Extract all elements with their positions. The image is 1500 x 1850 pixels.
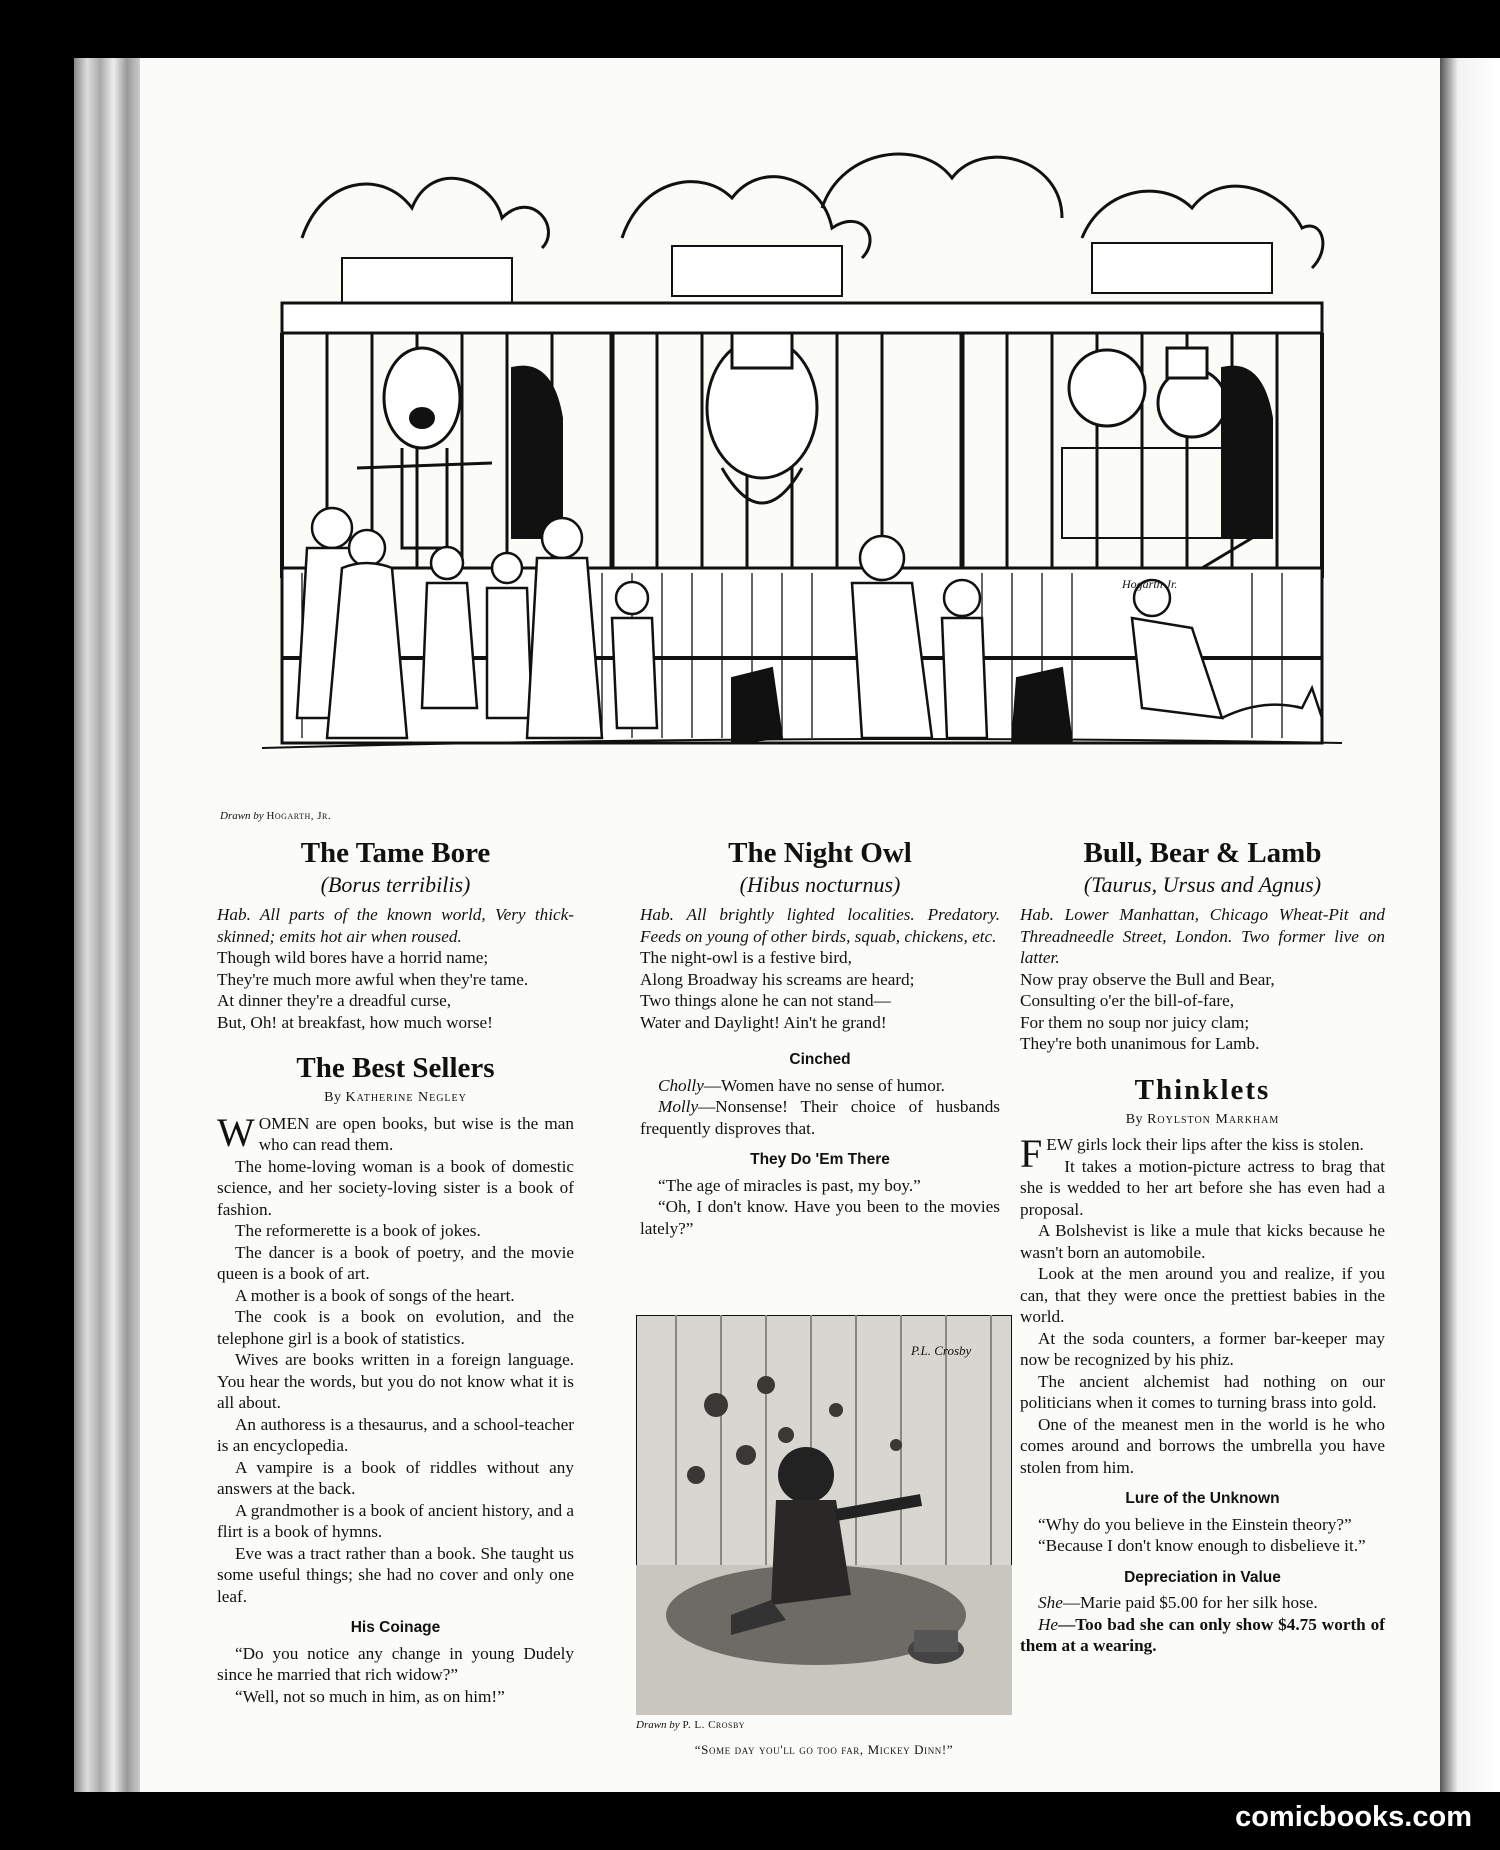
speaker: Cholly	[658, 1075, 704, 1095]
byline-name: Katherine Negley	[345, 1090, 467, 1105]
cartoon-signature: Hogarth Jr.	[1122, 577, 1178, 591]
coinage-line: “Well, not so much in him, as on him!”	[235, 1686, 505, 1706]
photo-credit-prefix: Drawn by	[636, 1719, 680, 1731]
dialogue: —Nonsense! Their choice of husbands frequently disproves that.	[640, 1097, 1000, 1138]
paragraph: Look at the men around you and realize, if you can, that they were once the prettiest babies in the world.	[1020, 1264, 1385, 1326]
cartoon-credit-prefix: Drawn by	[220, 810, 264, 822]
column-right	[1020, 836, 1385, 1657]
there-line: “The age of miracles is past, my boy.”	[658, 1175, 921, 1195]
speaker: Molly	[658, 1097, 699, 1116]
photo-caption: “Some day you'll go too far, Mickey Dinn!”	[694, 1742, 954, 1757]
lure-line: “Because I don't know enough to disbelieve it.”	[1038, 1536, 1366, 1555]
magazine-page	[140, 58, 1440, 1792]
depreciation-in-value-heading: Depreciation in Value	[1124, 1568, 1281, 1586]
book-page-edges	[74, 58, 140, 1792]
night-owl-title: The Night Owl	[728, 837, 912, 869]
paragraph: An authoress is a thesaurus, and a school-teacher is an encyclopedia.	[217, 1414, 574, 1455]
photo-signature: P.L. Crosby	[911, 1343, 972, 1358]
paragraph: The home-loving woman is a book of domestic science, and her society-loving sister is a book of fashion.	[217, 1156, 574, 1219]
paragraph: At the soda counters, a former bar-keeper may now be recognized by his phiz.	[1020, 1328, 1385, 1369]
lure-line: “Why do you believe in the Einstein theory?”	[1038, 1514, 1352, 1534]
tame-bore-habitat: Hab. All parts of the known world, Very thick-skinned; emits hot air when roused.	[217, 905, 574, 946]
speaker: She	[1038, 1593, 1063, 1612]
paragraph: A mother is a book of songs of the heart.	[235, 1285, 515, 1305]
cinched-heading: Cinched	[789, 1051, 851, 1068]
dropcap: F	[1020, 1131, 1043, 1176]
dialogue: —Women have no sense of humor.	[703, 1075, 945, 1095]
paragraph: The ancient alchemist had nothing on our politicians when it comes to turning brass into gold.	[1020, 1371, 1385, 1412]
thinklets-first-paragraph	[1020, 1131, 1385, 1176]
facing-page-edge	[1440, 58, 1500, 1792]
dialogue: —Too bad she can only show $4.75 worth of them at a wearing.	[1020, 1614, 1385, 1655]
night-owl-verse: The night-owl is a festive bird, Along Broadway his screams are heard; Two things alone he can not stand— Water and Daylight! Ain't he grand!	[640, 948, 915, 1032]
cinched-line	[640, 1075, 1000, 1097]
bull-bear-lamb-habitat: Hab. Lower Manhattan, Chicago Wheat-Pit and Threadneedle Street, London. Two former live on latter.	[1020, 905, 1385, 967]
photo-credit	[636, 1719, 745, 1731]
column-middle	[640, 836, 1000, 1239]
depreciation-line	[1020, 1592, 1385, 1614]
paragraph: A grandmother is a book of ancient history, and a flirt is a book of hymns.	[217, 1500, 574, 1541]
best-sellers-byline	[217, 1087, 574, 1109]
cinched-line	[640, 1096, 1000, 1139]
coinage-line: “Do you notice any change in young Dudely since he married that rich widow?”	[217, 1643, 574, 1684]
depreciation-line	[1020, 1614, 1385, 1657]
boy-painting-wall-illustration	[636, 1315, 1012, 1715]
first-paragraph-text: EW girls lock their lips after the kiss is stolen.	[1046, 1135, 1364, 1154]
photo-credit-name: P. L. Crosby	[682, 1719, 746, 1731]
paragraph: The cook is a book on evolution, and the telephone girl is a book of statistics.	[217, 1307, 574, 1348]
best-sellers-title: The Best Sellers	[296, 1052, 495, 1084]
they-do-em-there-heading: They Do 'Em There	[750, 1151, 890, 1168]
tame-bore-latin: (Borus terribilis)	[320, 872, 471, 897]
there-line: “Oh, I don't know. Have you been to the movies lately?”	[640, 1197, 1000, 1238]
paragraph: A Bolshevist is like a mule that kicks because he wasn't born an automobile.	[1020, 1221, 1385, 1262]
first-paragraph-text: OMEN are open books, but wise is the man who can read them.	[258, 1113, 574, 1154]
thinklets-byline	[1020, 1109, 1385, 1131]
his-coinage-heading: His Coinage	[350, 1619, 441, 1636]
byline-prefix: By	[1125, 1111, 1144, 1127]
paragraph: Wives are books written in a foreign language. You hear the words, but you do not know what it is all about.	[217, 1350, 574, 1412]
paragraph: One of the meanest men in the world is he who comes around and borrows the umbrella you have stolen from him.	[1020, 1414, 1385, 1477]
bull-bear-lamb-verse: Now pray observe the Bull and Bear, Consulting o'er the bill-of-fare, For them no soup nor juicy clam; They're both unanimous for Lamb.	[1020, 969, 1275, 1053]
cartoon-credit-name: Hogarth, Jr.	[266, 810, 332, 822]
thinklets-title: Thinklets	[1134, 1073, 1271, 1106]
bull-bear-lamb-title: Bull, Bear & Lamb	[1083, 837, 1322, 869]
zoo-cage-cartoon	[262, 118, 1342, 858]
column-left	[217, 836, 574, 1707]
byline-prefix: By	[324, 1090, 342, 1105]
dialogue: —Marie paid $5.00 for her silk hose.	[1062, 1593, 1318, 1612]
speaker: He	[1038, 1614, 1059, 1634]
cartoon-credit	[220, 810, 331, 822]
paragraph: The dancer is a book of poetry, and the movie queen is a book of art.	[217, 1242, 574, 1283]
best-sellers-first-paragraph	[217, 1109, 574, 1156]
byline-name: Roylston Markham	[1147, 1111, 1280, 1127]
tame-bore-verse: Though wild bores have a horrid name; They're much more awful when they're tame. At dinner they're a dreadful curse, But, Oh! at breakfast, how much worse!	[217, 948, 529, 1032]
paragraph: Eve was a tract rather than a book. She taught us some useful things; she had no cover and only one leaf.	[217, 1543, 574, 1606]
paragraph: It takes a motion-picture actress to brag that she is wedded to her art before she has even had a proposal.	[1020, 1156, 1385, 1219]
night-owl-latin: (Hibus nocturnus)	[739, 872, 901, 897]
lure-of-the-unknown-heading: Lure of the Unknown	[1125, 1490, 1280, 1507]
night-owl-habitat: Hab. All brightly lighted localities. Predatory. Feeds on young of other birds, squab, chickens, etc.	[640, 905, 1000, 946]
dropcap: W	[217, 1109, 255, 1155]
bull-bear-lamb-latin: (Taurus, Ursus and Agnus)	[1083, 872, 1322, 897]
paragraph: A vampire is a book of riddles without any answers at the back.	[217, 1457, 574, 1498]
watermark-logo: comicbooks.com	[1235, 1801, 1472, 1833]
tame-bore-title: The Tame Bore	[300, 837, 491, 869]
paragraph: The reformerette is a book of jokes.	[235, 1221, 481, 1240]
